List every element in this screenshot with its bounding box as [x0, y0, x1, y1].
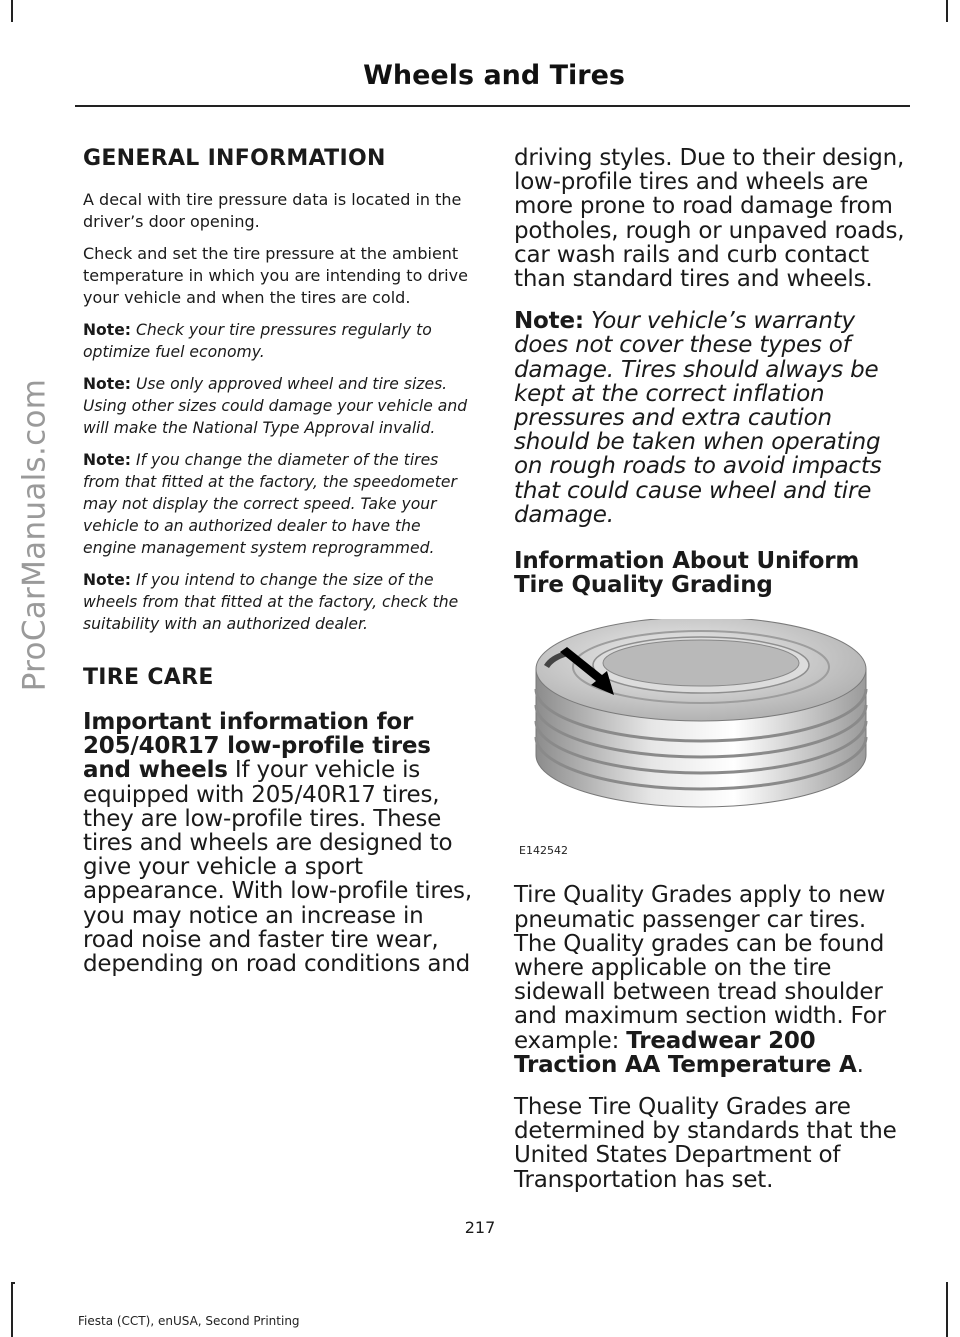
heading-uniform-tire-quality: Information About Uniform Tire Quality Grading [514, 548, 860, 599]
crop-mark-top-right-v [946, 0, 948, 22]
watermark-text: ProCarManuals.com [16, 378, 52, 692]
footer-edition: Fiesta (CCT), enUSA, Second Printing [78, 1314, 300, 1328]
watermark [4, 378, 64, 692]
tire-icon [514, 619, 910, 859]
low-profile-text: If your vehicle is equipped with 205/40R17 tires, they are low-profile tires. These tires and wheels are designed to give your vehicle a sport appearance. With low-profile tires, you may notice an increase in road noise and faster tire wear, depending on road conditions and [83, 757, 472, 978]
quality-grades-example: Treadwear 200 Traction AA Temperature A [514, 1027, 857, 1078]
note-label: Note: [83, 321, 132, 339]
right-column [514, 146, 910, 1192]
note-text: Check your tire pressures regularly to optimize fuel economy. [83, 321, 432, 361]
crop-mark-bottom-left-h [11, 1282, 15, 1284]
note-wheel-size [83, 569, 475, 635]
note-label: Note: [83, 571, 132, 589]
note-label: Note: [83, 451, 132, 469]
crop-mark-bottom-left-v [11, 1282, 13, 1337]
note-approved-sizes [83, 373, 475, 439]
note-label: Note: [83, 375, 132, 393]
figure-id: E142542 [519, 844, 568, 858]
note-text: Your vehicle’s warranty does not cover these types of damage. Tires should always be kept at the correct inflation pressures and extra caution should be taken when operating on rough roads to avoid impacts that could cause wheel and tire damage. [514, 308, 882, 528]
crop-mark-top-left-v [11, 0, 13, 22]
note-label: Note: [514, 308, 584, 335]
heading-general-information: GENERAL INFORMATION [83, 146, 386, 171]
left-column [83, 146, 475, 976]
quality-grades-period: . [856, 1051, 864, 1078]
heading-tire-care: TIRE CARE [83, 665, 214, 690]
note-warranty [514, 309, 910, 527]
paragraph-driving-styles: driving styles. Due to their design, low-profile tires and wheels are more prone to road damage from potholes, rough or unpaved roads, car wash rails and curb contact than standard tires and wheels. [514, 145, 905, 293]
note-text: If you change the diameter of the tires from that fitted at the factory, the speedometer may not display the correct speed. Take your vehicle to an authorized dealer to have the engine management system reprogrammed. [83, 451, 457, 557]
note-text: If you intend to change the size of the wheels from that fitted at the factory, check the suitability with an authorized dealer. [83, 571, 459, 633]
paragraph-decal: A decal with tire pressure data is located in the driver’s door opening. [83, 190, 462, 231]
paragraph-check-pressure: Check and set the tire pressure at the ambient temperature in which you are intending to drive your vehicle and when the tires are cold. [83, 244, 468, 307]
header-divider [75, 105, 910, 107]
quality-grades-text: Tire Quality Grades apply to new pneumatic passenger car tires. The Quality grades can be found where applicable on the tire sidewall between tread shoulder and maximum section width. For example: [514, 882, 886, 1054]
paragraph-quality-grades [514, 883, 910, 1077]
crop-mark-bottom-right-v [946, 1282, 948, 1337]
tire-illustration [514, 619, 910, 859]
paragraph-dot-standards: These Tire Quality Grades are determined by standards that the United States Department of Transportation has set. [514, 1094, 897, 1193]
paragraph-low-profile [83, 710, 475, 976]
page-number: 217 [464, 1218, 496, 1237]
note-text: Use only approved wheel and tire sizes. Using other sizes could damage your vehicle and will make the National Type Approval invalid. [83, 375, 468, 437]
note-fuel-economy [83, 319, 475, 363]
note-tire-diameter [83, 449, 475, 559]
page-header-title: Wheels and Tires [363, 60, 625, 91]
subheading-low-profile: Important information for 205/40R17 low-profile tires and wheels [83, 709, 431, 784]
